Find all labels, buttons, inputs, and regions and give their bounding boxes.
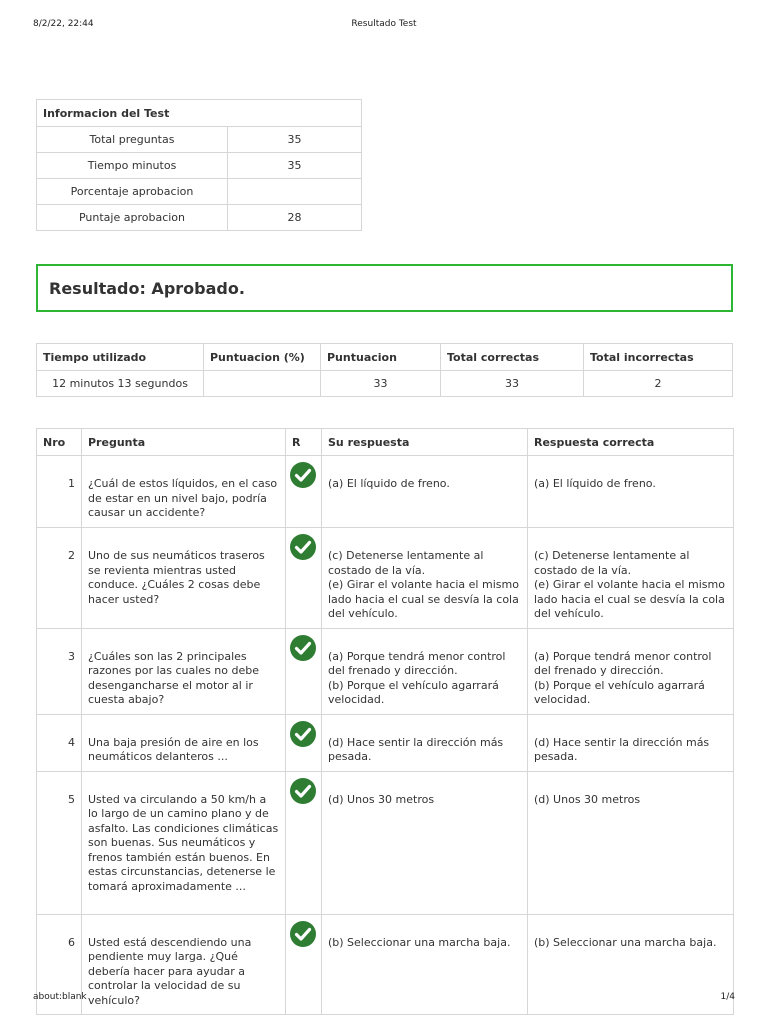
answer-line: (c) Detenerse lentamente al costado de la vía. bbox=[328, 549, 484, 577]
questions-header: R bbox=[286, 429, 322, 456]
correct-answer bbox=[528, 528, 734, 629]
answer-line: (a) El líquido de freno. bbox=[534, 477, 656, 490]
question-text: Uno de sus neumáticos traseros se revienta mientras usted conduce. ¿Cuáles 2 cosas debe hacer usted? bbox=[82, 528, 286, 629]
question-row bbox=[37, 771, 734, 914]
info-row bbox=[37, 205, 362, 231]
question-text: Usted va circulando a 50 km/h a lo largo de un camino plano y de asfalto. Las condiciones climáticas son buenas. Sus neumáticos y frenos también están buenos. En estas circunstancias, detenerse le tomará aproximadamente ... bbox=[82, 771, 286, 914]
print-datetime: 8/2/22, 22:44 bbox=[33, 19, 94, 29]
answer-line: (e) Girar el volante hacia el mismo lado hacia el cual se desvía la cola del vehículo. bbox=[328, 578, 519, 620]
question-text: Usted está descendiendo una pendiente muy larga. ¿Qué debería hacer para ayudar a controlar la velocidad de su vehículo? bbox=[82, 914, 286, 1015]
answer-line: (b) Porque el vehículo agarrará velocidad. bbox=[534, 678, 705, 706]
summary-header: Puntuacion bbox=[321, 344, 441, 371]
result-cell bbox=[286, 914, 322, 1015]
check-circle-icon bbox=[290, 635, 316, 661]
summary-header: Puntuacion (%) bbox=[204, 344, 321, 371]
answer-line: (a) Porque tendrá menor control del frenado y dirección. bbox=[534, 649, 712, 677]
info-label: Porcentaje aprobacion bbox=[37, 179, 228, 205]
info-value: 35 bbox=[228, 127, 362, 153]
summary-value: 33 bbox=[321, 371, 441, 397]
question-number: 2 bbox=[37, 528, 82, 629]
result-cell bbox=[286, 456, 322, 528]
your-answer bbox=[322, 914, 528, 1015]
answer-line: (c) Detenerse lentamente al costado de la vía. bbox=[534, 549, 690, 577]
question-row bbox=[37, 528, 734, 629]
questions-header: Su respuesta bbox=[322, 429, 528, 456]
info-table bbox=[36, 99, 362, 231]
question-number: 3 bbox=[37, 628, 82, 714]
correct-answer bbox=[528, 628, 734, 714]
correct-answer bbox=[528, 914, 734, 1015]
print-url: about:blank bbox=[33, 992, 87, 1002]
info-value: 35 bbox=[228, 153, 362, 179]
question-text: ¿Cuál de estos líquidos, en el caso de estar en un nivel bajo, podría causar un accidente? bbox=[82, 456, 286, 528]
result-banner bbox=[36, 264, 733, 312]
answer-line: (a) Porque tendrá menor control del frenado y dirección. bbox=[328, 649, 506, 677]
question-text: Una baja presión de aire en los neumáticos delanteros ... bbox=[82, 714, 286, 771]
correct-answer bbox=[528, 771, 734, 914]
info-label: Total preguntas bbox=[37, 127, 228, 153]
your-answer bbox=[322, 771, 528, 914]
answer-line: (d) Hace sentir la dirección más pesada. bbox=[328, 735, 504, 763]
summary-header: Tiempo utilizado bbox=[37, 344, 204, 371]
info-value: 28 bbox=[228, 205, 362, 231]
question-row bbox=[37, 456, 734, 528]
check-circle-icon bbox=[290, 721, 316, 747]
answer-line: (b) Seleccionar una marcha baja. bbox=[534, 935, 717, 949]
answer-line: (d) Unos 30 metros bbox=[534, 792, 641, 806]
result-cell bbox=[286, 714, 322, 771]
question-row bbox=[37, 714, 734, 771]
summary-value: 12 minutos 13 segundos bbox=[37, 371, 204, 397]
questions-body bbox=[37, 456, 734, 1015]
check-circle-icon bbox=[290, 921, 316, 947]
your-answer bbox=[322, 628, 528, 714]
your-answer bbox=[322, 456, 528, 528]
info-row bbox=[37, 127, 362, 153]
question-row bbox=[37, 628, 734, 714]
question-number: 1 bbox=[37, 456, 82, 528]
question-text: ¿Cuáles son las 2 principales razones por las cuales no debe desengancharse el motor al ir cuesta abajo? bbox=[82, 628, 286, 714]
info-label: Tiempo minutos bbox=[37, 153, 228, 179]
your-answer bbox=[322, 528, 528, 629]
info-row bbox=[37, 153, 362, 179]
result-cell bbox=[286, 771, 322, 914]
summary-value: 33 bbox=[441, 371, 584, 397]
info-label: Puntaje aprobacion bbox=[37, 205, 228, 231]
your-answer bbox=[322, 714, 528, 771]
correct-answer bbox=[528, 714, 734, 771]
summary-header: Total incorrectas bbox=[584, 344, 733, 371]
check-circle-icon bbox=[290, 778, 316, 804]
questions-table bbox=[36, 428, 734, 1015]
result-text: Resultado: Aprobado. bbox=[49, 278, 245, 298]
info-row bbox=[37, 179, 362, 205]
check-circle-icon bbox=[290, 534, 316, 560]
answer-line: (b) Seleccionar una marcha baja. bbox=[328, 935, 511, 949]
info-value bbox=[228, 179, 362, 205]
correct-answer bbox=[528, 456, 734, 528]
questions-header: Respuesta correcta bbox=[528, 429, 734, 456]
answer-line: (a) El líquido de freno. bbox=[328, 477, 450, 490]
summary-value bbox=[204, 371, 321, 397]
answer-line: (e) Girar el volante hacia el mismo lado hacia el cual se desvía la cola del vehículo. bbox=[534, 578, 725, 620]
questions-header: Nro bbox=[37, 429, 82, 456]
questions-header: Pregunta bbox=[82, 429, 286, 456]
summary-value: 2 bbox=[584, 371, 733, 397]
info-table-title: Informacion del Test bbox=[37, 100, 362, 127]
print-title: Resultado Test bbox=[351, 19, 417, 29]
answer-line: (d) Hace sentir la dirección más pesada. bbox=[534, 735, 710, 763]
summary-header: Total correctas bbox=[441, 344, 584, 371]
question-number: 6 bbox=[37, 914, 82, 1015]
check-circle-icon bbox=[290, 462, 316, 488]
answer-line: (d) Unos 30 metros bbox=[328, 792, 435, 806]
question-number: 5 bbox=[37, 771, 82, 914]
question-row bbox=[37, 914, 734, 1015]
summary-table bbox=[36, 343, 733, 397]
answer-line: (b) Porque el vehículo agarrará velocidad. bbox=[328, 678, 499, 706]
result-cell bbox=[286, 628, 322, 714]
result-cell bbox=[286, 528, 322, 629]
question-number: 4 bbox=[37, 714, 82, 771]
print-page-number: 1/4 bbox=[720, 992, 735, 1002]
